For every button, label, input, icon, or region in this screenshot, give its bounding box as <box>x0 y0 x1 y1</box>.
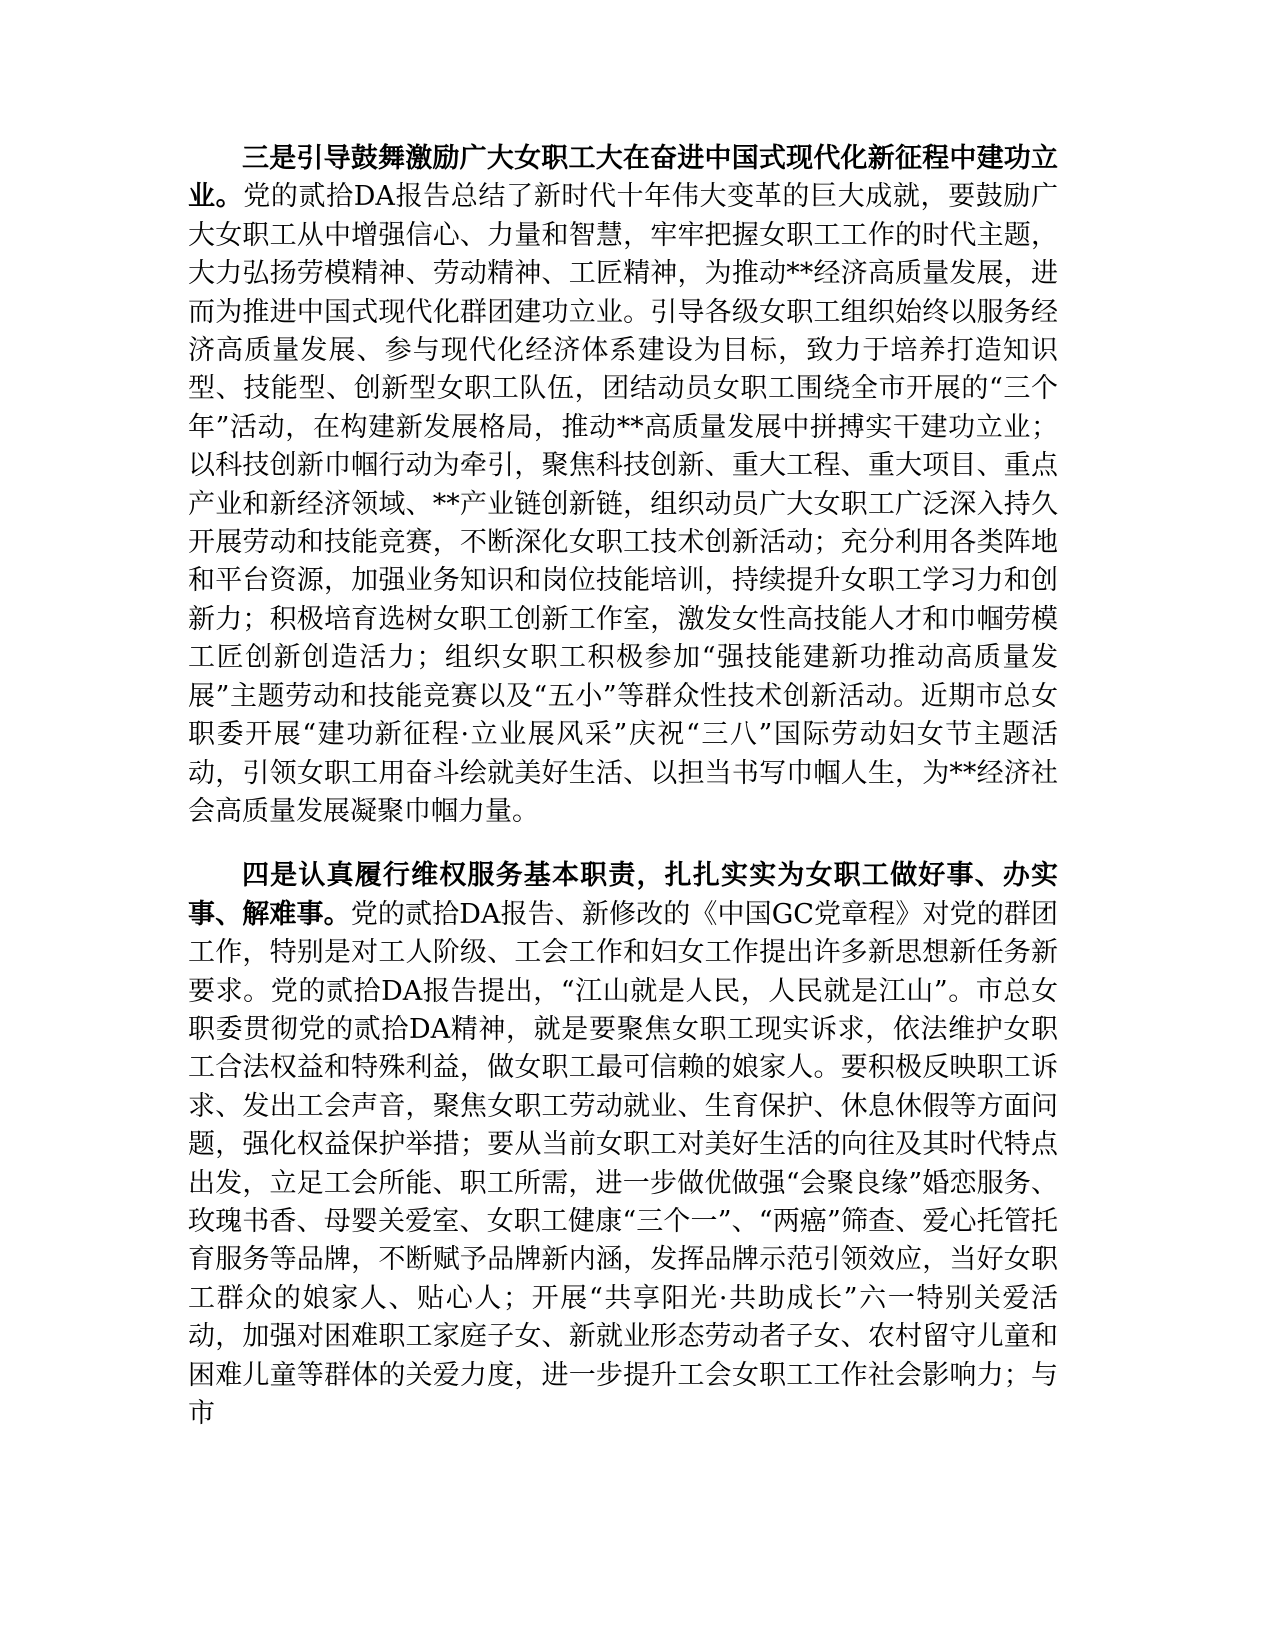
paragraph-three-text: 党的贰拾DA报告总结了新时代十年伟大变革的巨大成就，要鼓励广大女职工从中增强信心、力量和智慧，牢牢把握女职工工作的时代主题，大力弘扬劳模精神、劳动精神、工匠精神，为推动**经济高质量发展，进而为推进中国式现代化群团建功立业。引导各级女职工组织始终以服务经济高质量发展、参与现代化经济体系建设为目标，致力于培养打造知识型、技能型、创新型女职工队伍，团结动员女职工围绕全市开展的“三个年”活动，在构建新发展格局，推动**高质量发展中拼搏实干建功立业；以科技创新巾帼行动为牵引，聚焦科技创新、重大工程、重大项目、重点产业和新经济领域、**产业链创新链，组织动员广大女职工广泛深入持久开展劳动和技能竞赛，不断深化女职工技术创新活动；充分利用各类阵地和平台资源，加强业务知识和岗位技能培训，持续提升女职工学习力和创新力；积极培育选树女职工创新工作室，激发女性高技能人才和巾帼劳模工匠创新创造活力；组织女职工积极参加“强技能建新功推动高质量发展”主题劳动和技能竞赛以及“五小”等群众性技术创新活动。近期市总女职委开展“建功新征程·立业展风采”庆祝“三八”国际劳动妇女节主题活动，引领女职工用奋斗绘就美好生活、以担当书写巾帼人生，为**经济社会高质量发展凝聚巾帼力量。 <box>188 181 1058 827</box>
paragraph-four <box>188 857 1058 1433</box>
document-body <box>188 140 1058 1433</box>
paragraph-four-text: 党的贰拾DA报告、新修改的《中国GC党章程》对党的群团工作，特别是对工人阶级、工会工作和妇女工作提出许多新思想新任务新要求。党的贰拾DA报告提出，“江山就是人民，人民就是江山”。市总女职委贯彻党的贰拾DA精神，就是要聚焦女职工现实诉求，依法维护女职工合法权益和特殊利益，做女职工最可信赖的娘家人。要积极反映职工诉求、发出工会声音，聚焦女职工劳动就业、生育保护、休息休假等方面问题，强化权益保护举措；要从当前女职工对美好生活的向往及其时代特点出发，立足工会所能、职工所需，进一步做优做强“会聚良缘”婚恋服务、玫瑰书香、母婴关爱室、女职工健康“三个一”、“两癌”筛查、爱心托管托育服务等品牌，不断赋予品牌新内涵，发挥品牌示范引领效应，当好女职工群众的娘家人、贴心人；开展“共享阳光·共助成长”六一特别关爱活动，加强对困难职工家庭子女、新就业形态劳动者子女、农村留守儿童和困难儿童等群体的关爱力度，进一步提升工会女职工工作社会影响力；与市 <box>188 898 1059 1429</box>
paragraph-four-heading: 四是认真履行维权服务基本职责，扎扎实实为女职工做好事、办实事、解难事。 <box>188 860 1058 930</box>
paragraph-three <box>188 140 1058 831</box>
paragraph-three-heading: 三是引导鼓舞激励广大女职工大在奋进中国式现代化新征程中建功立业。 <box>188 143 1058 213</box>
